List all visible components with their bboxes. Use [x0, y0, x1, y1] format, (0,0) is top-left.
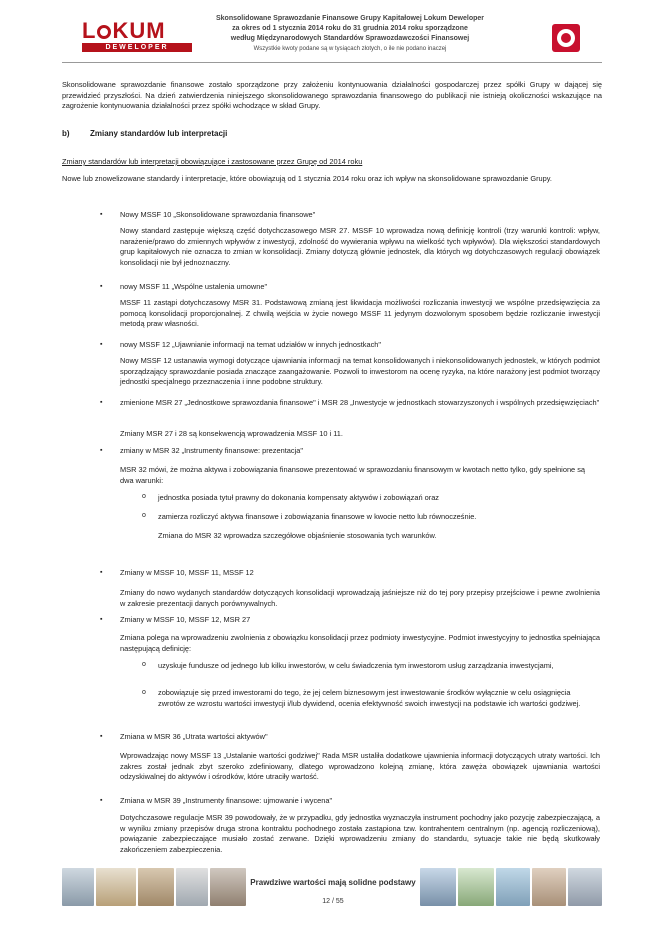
header-line-3: według Międzynarodowych Standardów Sprawozdawczości Finansowej: [230, 35, 470, 42]
bullet-icon: ▪: [100, 447, 103, 454]
logo-subtitle: DEWELOPER: [82, 43, 192, 52]
header-divider: [62, 62, 602, 63]
bullet-icon: ▪: [100, 797, 103, 804]
sub-bullet-icon: o: [142, 493, 146, 500]
footer-photo: [568, 868, 602, 906]
header-line-2: za okres od 1 stycznia 2014 roku do 31 grudnia 2014 roku sporządzone: [232, 25, 468, 32]
item-text: Wprowadzając nowy MSSF 13 „Ustalanie wartości godziwej" Rada MSR ustaliła dodatkowe ujawnienia informacji dotyczących utraty wartości. Ich zakres został jednak zbyt szeroko zdefiniowany, dlatego wprowadzono kolejną zmianę, która zawęża obowiązek ujawniania wartości odzyskiwalnej do aktywów i ośrodków, które utraciły wartość.: [120, 751, 600, 782]
header-line-4: Wszystkie kwoty podane są w tysiącach złotych, o ile nie podano inaczej: [253, 46, 447, 52]
brand-emblem-icon: [552, 24, 580, 52]
footer-photo: [176, 868, 208, 906]
item-title: nowy MSSF 12 „Ujawnianie informacji na temat udziałów w innych jednostkach": [120, 340, 382, 349]
item-title: Zmiana w MSR 36 „Utrata wartości aktywów": [120, 732, 268, 741]
item-title: Zmiana w MSR 39 „Instrumenty finansowe: ujmowanie i wycena": [120, 796, 333, 805]
footer-photo: [96, 868, 136, 906]
item-after-text: Zmiana do MSR 32 wprowadza szczegółowe objaśnienie stosowania tych warunków.: [158, 531, 437, 540]
logo-wordmark: L KUM: [82, 18, 166, 43]
logo-ring-icon: [97, 25, 111, 39]
footer-photo: [458, 868, 494, 906]
lokum-logo: [82, 19, 192, 53]
item-title: zmiany w MSR 32 „Instrumenty finansowe: prezentacja": [120, 446, 303, 455]
item-text: Nowy standard zastępuje większą część dotychczasowego MSR 27. MSSF 10 wprowadza nową definicję kontroli (trzy warunki kontroli: wpływ, narażenie/prawo do zmiennych wpływów z inwestycji, zdolność do wywierania wpływu na wielkość tych wpływów). Dla większości standardowych grup kapitałowych nie oznacza to zmian w konsolidacji. Zmiany dotyczą głównie jednostek, dla których wg dotychczasowych regulacji obowiązek konsolidacji nie był jednoznaczny.: [120, 226, 600, 267]
bullet-icon: ▪: [100, 211, 103, 218]
item-title: Nowy MSSF 10 „Skonsolidowane sprawozdania finansowe": [120, 210, 316, 219]
footer-slogan: Prawdziwe wartości mają solidne podstawy: [250, 878, 416, 887]
item-text: Nowy MSSF 12 ustanawia wymogi dotyczące ujawniania informacji na temat konsolidowanych i niekonsolidowanych jednostek, w których podmiot sporządzający sprawozdanie posiada znaczące zaangażowanie. Pozwoli to inwestorom na ocenę ryzyka, na które narażony jest podmiot tworzący jednostki specjalnego przeznaczenia i inne podobne struktury.: [120, 356, 600, 387]
sub-bullet-icon: o: [142, 661, 146, 668]
footer-photo: [138, 868, 174, 906]
header-line-1: Skonsolidowane Sprawozdanie Finansowe Grupy Kapitałowej Lokum Deweloper: [216, 15, 484, 22]
sub-bullet-icon: o: [142, 512, 146, 519]
sub-item: uzyskuje fundusze od jednego lub kilku inwestorów, w celu świadczenia tym inwestorom usług zarządzania inwestycjami,: [158, 661, 554, 670]
section-title: Zmiany standardów lub interpretacji: [90, 129, 228, 138]
footer-photo: [210, 868, 246, 906]
section-letter: b): [62, 129, 70, 138]
sub-bullet-icon: o: [142, 689, 146, 696]
footer-photo: [532, 868, 566, 906]
lead-paragraph: Nowe lub znowelizowane standardy i interpretacje, które obowiązują od 1 stycznia 2014 roku oraz ich wpływ na skonsolidowane sprawozdanie Grupy.: [62, 174, 552, 183]
item-title: Zmiany w MSSF 10, MSSF 11, MSSF 12: [120, 568, 254, 577]
item-title: nowy MSSF 11 „Wspólne ustalenia umowne": [120, 282, 268, 291]
bullet-icon: ▪: [100, 569, 103, 576]
sub-item: zobowiązuje się przed inwestorami do tego, że jej celem biznesowym jest inwestowanie środków wyłącznie w celu osiągnięcia zwrotów ze wzrostu wartości inwestycji i/lub dywidend, ocenia efektywność swoich inwestycji na podstawie ich wartości godziwej.: [158, 688, 581, 708]
subheading: Zmiany standardów lub interpretacji obowiązujące i zastosowane przez Grupę od 2014 roku: [62, 157, 363, 166]
footer-photo: [62, 868, 94, 906]
item-text: MSR 32 mówi, że można aktywa i zobowiązania finansowe prezentować w sprawozdaniu finansowym w kwotach netto tylko, gdy spełnione są dwa warunki:: [120, 465, 586, 485]
sub-item: jednostka posiada tytuł prawny do dokonania kompensaty aktywów i zobowiązań oraz: [158, 493, 440, 502]
item-text: Dotychczasowe regulacje MSR 39 powodowały, że w przypadku, gdy jednostka wyznaczyła instrument pochodny jako pozycję zabezpieczającą, a w wyniku zmiany przepisów druga strona kontraktu pochodnego została zastąpiona tzw. kontrahentem centralnym (np. agencją rozliczeniową), powiązanie zabezpieczające musiało zostać zerwane. Dzięki wprowadzeniu zmiany do standardu, sytuacje takie nie będą skutkowały zakończeniem zabezpieczenia.: [120, 813, 600, 854]
page-footer: [62, 868, 602, 913]
bullet-icon: ▪: [100, 616, 103, 623]
bullet-icon: ▪: [100, 399, 103, 406]
item-text: MSSF 11 zastąpi dotychczasowy MSR 31. Podstawową zmianą jest likwidacja możliwości rozliczania inwestycji we wspólne przedsięwzięcia za pomocą konsolidacji proporcjonalnej. Z chwilą wejścia w życie nowego MSSF 11 jedynym dozwolonym sposobem będzie rozliczanie inwestycji metodą praw własności.: [120, 298, 600, 329]
bullet-icon: ▪: [100, 283, 103, 290]
item-text: Zmiana polega na wprowadzeniu zwolnienia z obowiązku konsolidacji przez podmioty inwestycyjne. Podmiot inwestycyjny to jednostka spełniająca następującą definicję:: [120, 633, 600, 653]
bullet-icon: ▪: [100, 341, 103, 348]
item-title: Zmiany w MSSF 10, MSSF 12, MSR 27: [120, 615, 251, 624]
footer-photo: [420, 868, 456, 906]
sub-item: zamierza rozliczyć aktywa finansowe i zobowiązania finansowe w kwocie netto lub równocześnie.: [158, 512, 477, 521]
bullet-icon: ▪: [100, 733, 103, 740]
page-number: 12 / 55: [322, 898, 344, 905]
footer-photo: [496, 868, 530, 906]
item-text: Zmiany do nowo wydanych standardów dotyczących konsolidacji wprowadzają jaśniejsze niż do tej pory przepisy przejściowe i pewne zwolnienia w zakresie prezentacji danych porównywalnych.: [120, 588, 600, 608]
item-text: Zmiany MSR 27 i 28 są konsekwencją wprowadzenia MSSF 10 i 11.: [120, 429, 343, 438]
intro-paragraph: Skonsolidowane sprawozdanie finansowe zostało sporządzone przy założeniu kontynuowania działalności gospodarczej przez spółki Grupy w dającej się przewidzieć przyszłości. Na dzień zatwierdzenia niniejszego skonsolidowanego sprawozdania finansowego do publikacji nie istnieją okoliczności wskazujące na zagrożenie kontynuowania działalności przez spółki wchodzące w skład Grupy.: [62, 80, 602, 111]
report-header: [200, 14, 500, 54]
item-title: zmienione MSR 27 „Jednostkowe sprawozdania finansowe" i MSR 28 „Inwestycje w jednostkach stowarzyszonych i wspólnych przedsięwzięciach": [120, 398, 600, 407]
